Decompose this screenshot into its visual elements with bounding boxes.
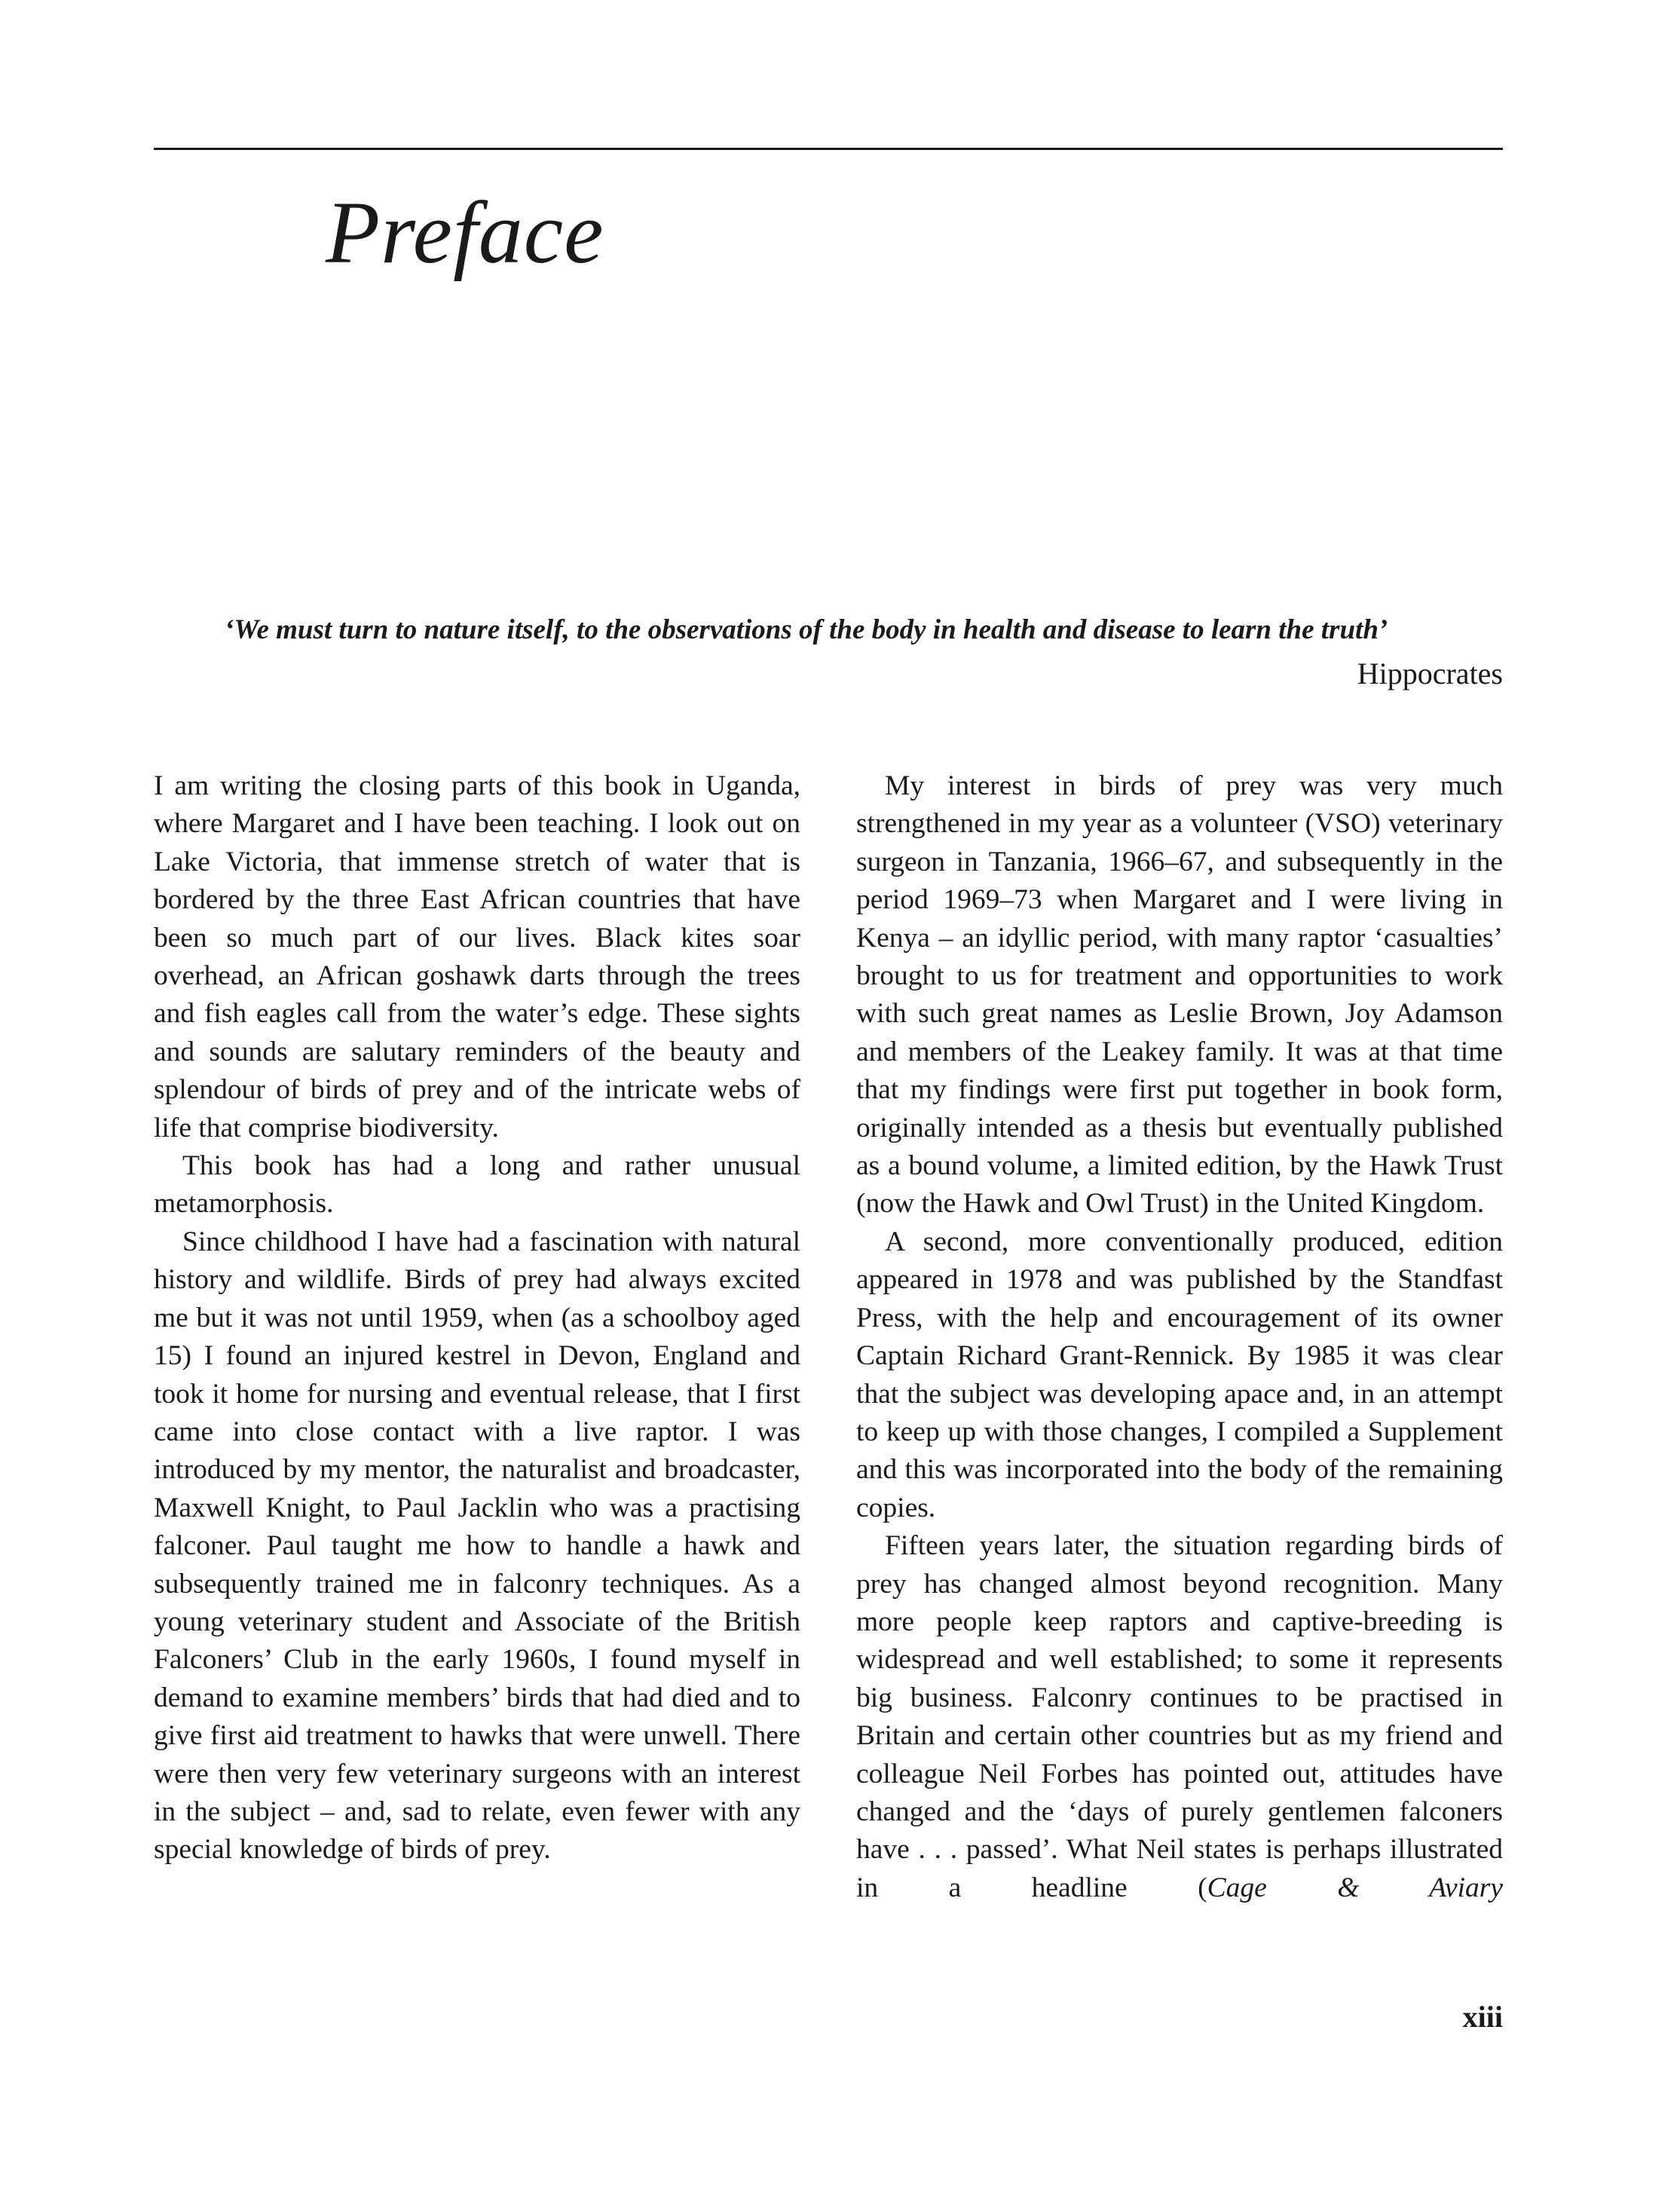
page-number: xiii [1462, 2000, 1503, 2034]
epigraph-quote: ‘We must turn to nature itself, to the observations of the body in health and disease to learn the truth’ [225, 614, 1388, 645]
paragraph-continuing [856, 1527, 1503, 1907]
chapter-title: Preface [326, 183, 604, 282]
epigraph [225, 612, 1503, 692]
right-column [856, 767, 1503, 1907]
publication-title: Cage & Aviary [1207, 1872, 1503, 1903]
paragraph: This book has had a long and rather unusual metamorphosis. [154, 1150, 800, 1220]
paragraph: I am writing the closing parts of this book in Uganda, where Margaret and I have been teaching. I look out on Lake Victoria, that immense stretch of water that is bordered by the three East African countries that have been so much part of our lives. Black kites soar overhead, an African goshawk darts through the trees and fish eagles call from the water’s edge. These sights and sounds are salutary reminders of the beauty and splendour of birds of prey and of the intricate webs of life that comprise biodiversity. [154, 770, 800, 1143]
paragraph: Since childhood I have had a fascination with natural history and wildlife. Birds of prey had always excited me but it was not until 1959, when (as a schoolboy aged 15) I found an injured kestrel in Devon, England and took it home for nursing and eventual release, that I first came into close contact with a live raptor. I was introduced by my mentor, the naturalist and broadcaster, Maxwell Knight, to Paul Jacklin who was a practising falconer. Paul taught me how to handle a hawk and subsequently trained me in falconry techniques. As a young veterinary student and Associate of the British Falconers’ Club in the early 1960s, I found myself in demand to examine members’ birds that had died and to give first aid treatment to hawks that were unwell. There were then very few veterinary surgeons with an interest in the subject – and, sad to relate, even fewer with any special knowledge of birds of prey. [154, 1226, 800, 1866]
left-column [154, 767, 800, 1869]
paragraph-text: Fifteen years later, the situation regarding birds of prey has changed almost beyond recognition. Many more people keep raptors and captive-breeding is widespread and well established; to some it represents big business. Falconry continues to be practised in Britain and certain other countries but as my friend and colleague Neil Forbes has pointed out, attitudes have changed and the ‘days of purely gentlemen falconers have . . . passed’. What Neil states is perhaps illustrated in a headline ( [856, 1530, 1503, 1903]
paragraph: A second, more conventionally produced, edition appeared in 1978 and was published by the Standfast Press, with the help and encouragement of its owner Captain Richard Grant-Rennick. By 1985 it was clear that the subject was developing apace and, in an attempt to keep up with those changes, I compiled a Supplement and this was incorporated into the body of the remaining copies. [856, 1226, 1503, 1523]
paragraph: My interest in birds of prey was very much strengthened in my year as a volunteer (VSO) veterinary surgeon in Tanzania, 1966–67, and subsequently in the period 1969–73 when Margaret and I were living in Kenya – an idyllic period, with many raptor ‘casualties’ brought to us for treatment and opportunities to work with such great names as Leslie Brown, Joy Adamson and members of the Leakey family. It was at that time that my findings were first put together in book form, originally intended as a thesis but eventually published as a bound volume, a limited edition, by the Hawk Trust (now the Hawk and Owl Trust) in the United Kingdom. [856, 770, 1503, 1220]
top-rule [154, 148, 1503, 150]
epigraph-attribution: Hippocrates [1357, 657, 1503, 690]
